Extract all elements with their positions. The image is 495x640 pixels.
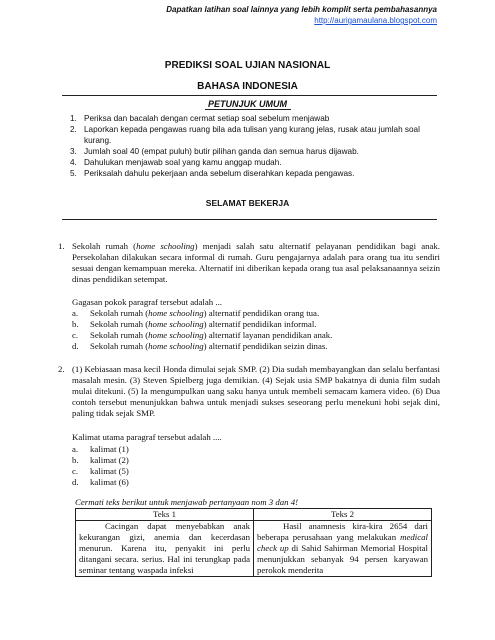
text-2-title: Teks 2 bbox=[254, 509, 432, 521]
instructions-list bbox=[70, 113, 440, 179]
option-letter: a. bbox=[72, 444, 79, 454]
question-2-prompt: Kalimat utama paragraf tersebut adalah .... bbox=[72, 432, 222, 442]
reading-texts-table bbox=[75, 508, 432, 577]
option-term: home schooling bbox=[148, 308, 204, 318]
option-text: kalimat (6) bbox=[90, 477, 129, 487]
text-2-part: di Sahid Sahirman Memorial Hospital menunjukkan sebanyak 94 persen karyawan perokok menderita bbox=[257, 543, 429, 575]
option-prefix: Sekolah rumah ( bbox=[90, 341, 149, 351]
instruction-item bbox=[70, 124, 440, 146]
text-2-part: Hasil anamnesis kira-kira 2654 dari beberapa perusahaan yang melakukan bbox=[257, 521, 428, 542]
q2-text: (1) Kebiasaan masa kecil Honda dimulai sejak SMP. (2) Dia sudah membayangkan dan selalu berfantasi masalah mesin. (3) Steven Spielberg juga demikian. (4) Sejak usia SMP bakatnya di dunia film sudah mulai ditekuni. (5) Ia mengumpulkan uang saku hanya untuk membeli semacam kamera video. (6) Dua contoh tersebut menunjukkan bahwa untuk menjadi sukses seseorang perlu menekuni hobi sejak dini, paling tidak sejak SMP. bbox=[72, 364, 440, 418]
instruction-item bbox=[70, 146, 440, 157]
option-letter: c. bbox=[72, 466, 79, 476]
option-term: home schooling bbox=[148, 330, 204, 340]
question-number: 2. bbox=[58, 364, 65, 374]
answer-option[interactable] bbox=[72, 308, 440, 319]
instructions-heading-underline bbox=[205, 109, 291, 110]
instruction-text: Dahulukan menjawab soal yang kamu anggap mudah. bbox=[84, 158, 282, 167]
answer-option[interactable] bbox=[72, 341, 440, 352]
answer-option[interactable] bbox=[72, 466, 440, 477]
subject-title: BAHASA INDONESIA bbox=[197, 81, 298, 92]
option-text: kalimat (2) bbox=[90, 455, 129, 465]
instruction-item bbox=[70, 113, 440, 124]
answer-option[interactable] bbox=[72, 330, 440, 341]
question-1-paragraph bbox=[58, 241, 440, 285]
answer-option[interactable] bbox=[72, 455, 440, 466]
text-2-body bbox=[254, 521, 432, 577]
instruction-text: Jumlah soal 40 (empat puluh) butir pilihan ganda dan semua harus dijawab. bbox=[84, 147, 359, 156]
header-note bbox=[166, 4, 437, 26]
document-title: PREDIKSI SOAL UJIAN NASIONAL bbox=[164, 60, 331, 71]
answer-option[interactable] bbox=[72, 444, 440, 455]
instruction-item bbox=[70, 168, 440, 179]
question-1-options bbox=[72, 308, 440, 352]
option-text: ) alternatif pendidikan informal. bbox=[203, 319, 317, 329]
option-letter: b. bbox=[72, 455, 79, 465]
question-2-paragraph bbox=[58, 364, 440, 419]
option-letter: d. bbox=[72, 477, 79, 487]
reading-instruction: Cermati teks berikut untuk menjawab pertanyaan nom 3 dan 4! bbox=[75, 497, 299, 507]
instructions-heading: PETUNJUK UMUM bbox=[207, 99, 287, 109]
answer-option[interactable] bbox=[72, 319, 440, 330]
instruction-number: 3. bbox=[70, 147, 77, 156]
option-prefix: Sekolah rumah ( bbox=[90, 319, 149, 329]
q1-text-part: Sekolah rumah ( bbox=[72, 241, 137, 251]
instruction-text: Laporkan kepada pengawas ruang bila ada tulisan yang kurang jelas, rusak atau jumlah soal kurang. bbox=[84, 125, 420, 145]
top-divider bbox=[62, 95, 437, 96]
answer-option[interactable] bbox=[72, 477, 440, 488]
q1-text-part: ) menjadi salah satu alternatif pelayanan pendidikan bagi anak. Persekolahan dilakukan secara informal di rumah. Guru pengajarnya adalah para orang tua itu sendiri sesuai dengan kemampuan mereka. Alternatif ini diberikan kepada orang tua asal pelaksanaannya seizin dinas pendidikan setempat. bbox=[72, 241, 440, 284]
option-letter: a. bbox=[72, 308, 79, 318]
header-tagline: Dapatkan latihan soal lainnya yang lebih komplit serta pembahasannya bbox=[166, 5, 437, 14]
text-1-title: Teks 1 bbox=[76, 509, 254, 521]
option-term: home schooling bbox=[148, 319, 204, 329]
instruction-number: 4. bbox=[70, 158, 77, 167]
option-term: home schooling bbox=[148, 341, 204, 351]
option-text: ) alternatif pendidikan orang tua. bbox=[203, 308, 320, 318]
option-letter: c. bbox=[72, 330, 79, 340]
option-text: ) alternatif layanan pendidikan anak. bbox=[203, 330, 333, 340]
option-letter: b. bbox=[72, 319, 79, 329]
instruction-text: Periksa dan bacalah dengan cermat setiap soal sebelum menjawab bbox=[84, 114, 330, 123]
option-letter: d. bbox=[72, 341, 79, 351]
option-prefix: Sekolah rumah ( bbox=[90, 330, 149, 340]
question-number: 1. bbox=[58, 241, 65, 251]
instruction-number: 5. bbox=[70, 169, 77, 178]
option-text: kalimat (5) bbox=[90, 466, 129, 476]
header-url-link[interactable]: http://aurigamaulana.blogspot.com bbox=[314, 16, 437, 25]
instruction-item bbox=[70, 157, 440, 168]
question-1-prompt: Gagasan pokok paragraf tersebut adalah ... bbox=[72, 297, 222, 307]
section-divider bbox=[62, 219, 437, 220]
question-2-options bbox=[72, 444, 440, 488]
text-1-body: Cacingan dapat menyebabkan anak kekurangan gizi, anemia dan kecerdasan menurun. Karena itu, penyakit ini perlu ditangani secara. serius. Hal ini terungkap pada seminar tentang waspada infeksi bbox=[76, 521, 254, 577]
closing-greeting: SELAMAT BEKERJA bbox=[205, 198, 290, 208]
instruction-text: Periksalah dahulu pekerjaan anda sebelum diserahkan kepada pengawas. bbox=[84, 169, 355, 178]
option-text: kalimat (1) bbox=[90, 444, 129, 454]
instruction-number: 2. bbox=[70, 125, 77, 134]
option-prefix: Sekolah rumah ( bbox=[90, 308, 149, 318]
option-text: ) alternatif pendidikan seizin dinas. bbox=[203, 341, 328, 351]
instruction-number: 1. bbox=[70, 114, 77, 123]
q1-italic-term: home schooling bbox=[136, 241, 195, 251]
text-2-italic-term: medical check up bbox=[257, 532, 428, 553]
